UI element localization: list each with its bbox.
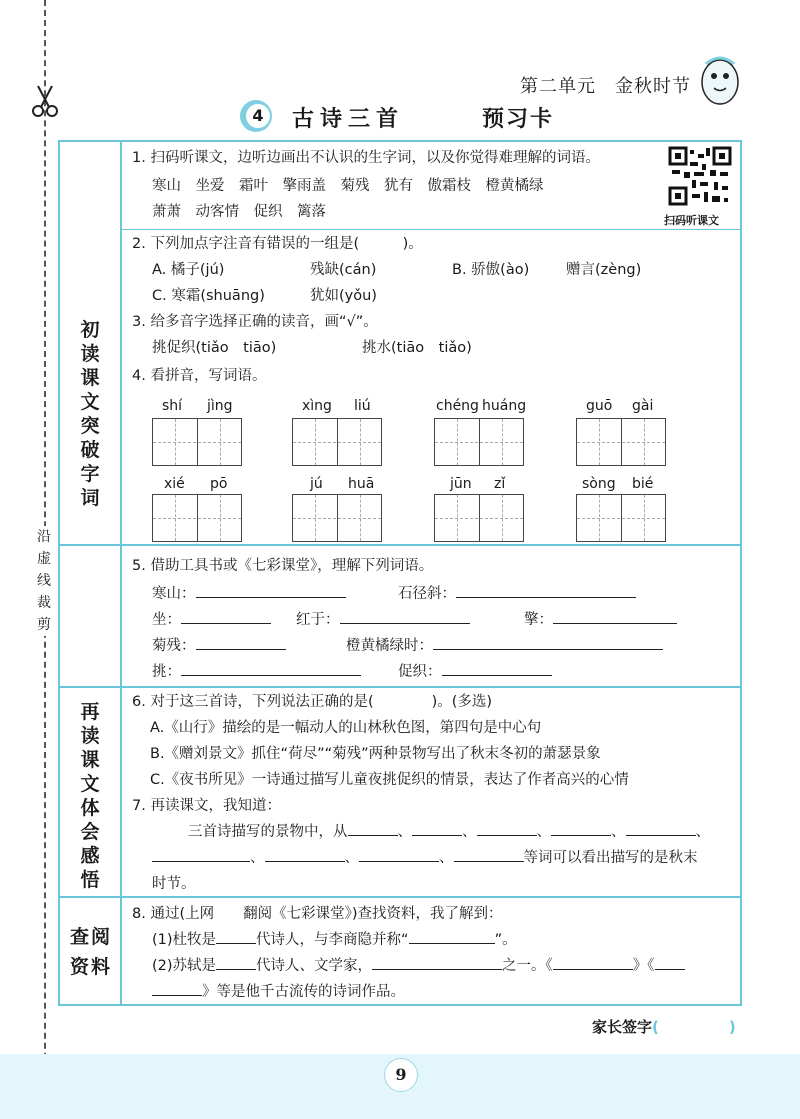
q7-prompt: 7. 再读课文，我知道： <box>132 798 281 814</box>
section-label: 初读课文 突破字词 <box>80 319 123 509</box>
page-title: 古诗三首 <box>292 106 405 132</box>
pinyin: pō <box>210 476 228 492</box>
lesson-number: 4 <box>246 104 270 128</box>
q3-prompt: 3. 给多音字选择正确的读音，画“√”。 <box>132 314 378 330</box>
qr-code <box>668 146 732 206</box>
q2-option-b2: 赠言(zèng) <box>566 262 642 278</box>
q6-option-b: B.《赠刘景文》抓住“荷尽”“菊残”两种景物写出了秋末冬初的萧瑟景象 <box>150 746 601 762</box>
mascot-icon <box>696 48 744 110</box>
q8-item2: (2)苏轼是 代诗人、文学家， 之一。《 》《 <box>152 956 685 976</box>
pinyin: bié <box>632 476 654 492</box>
pinyin: sòng <box>582 476 616 492</box>
q2-option-a1: A. 橘子(jú) <box>152 262 225 278</box>
q5-prompt: 5. 借助工具书或《七彩课堂》，理解下列词语。 <box>132 558 434 574</box>
q8-item2-cont: 》等是他千古流传的诗词作品。 <box>152 982 405 1002</box>
q1-box <box>122 142 740 230</box>
q5-word: 促织： <box>398 662 552 682</box>
page-number: 9 <box>384 1058 418 1092</box>
q5-word: 挑： <box>152 662 361 682</box>
pinyin: huáng <box>482 398 527 414</box>
pinyin: jìng <box>207 398 233 414</box>
section-label-box <box>60 142 122 544</box>
pinyin: guō <box>586 398 613 414</box>
pinyin: gài <box>632 398 654 414</box>
writing-grid[interactable] <box>152 418 242 466</box>
q4-prompt: 4. 看拼音，写词语。 <box>132 368 267 384</box>
card-type: 预习卡 <box>482 107 555 132</box>
section-label-box <box>60 546 122 686</box>
pinyin: xìng <box>302 398 332 414</box>
q2-option-b1: B. 骄傲(ào) <box>452 262 530 278</box>
q7-line3: 时节。 <box>152 876 196 892</box>
section-label: 查阅资料 <box>69 926 112 978</box>
cut-instruction: 沿虚线裁剪 <box>34 526 54 636</box>
pinyin: jú <box>310 476 323 492</box>
q5-word: 擎： <box>524 610 677 630</box>
section-vocab <box>60 546 740 688</box>
writing-grid[interactable] <box>576 418 666 466</box>
q2-option-c2: 犹如(yǒu) <box>310 288 377 304</box>
q2-option-c1: C. 寒霜(shuāng) <box>152 288 265 304</box>
q8-item1: (1)杜牧是 代诗人，与李商隐并称“ ”。 <box>152 932 517 948</box>
writing-grid[interactable] <box>152 494 242 542</box>
section-label-box <box>60 688 122 896</box>
q5-word: 菊残： <box>152 636 286 656</box>
q5-word: 红于： <box>296 610 470 630</box>
q7-line2: 、 、 、 等词可以看出描写的是秋末 <box>152 848 698 868</box>
pinyin: liú <box>354 398 371 414</box>
pinyin: jūn <box>450 476 472 492</box>
writing-grid[interactable] <box>434 494 524 542</box>
unit-title: 第二单元 金秋时节 <box>520 76 691 97</box>
q7-line1: 三首诗描写的景物中，从 、 、 、 、 、 <box>188 824 710 840</box>
writing-grid[interactable] <box>576 494 666 542</box>
q6-option-a: A.《山行》描绘的是一幅动人的山林秋色图，第四句是中心句 <box>150 720 542 736</box>
q5-word: 寒山： <box>152 584 346 604</box>
section-label: 再读课文 体会感悟 <box>80 701 123 891</box>
scissors-icon <box>32 84 58 118</box>
q5-word: 橙黄橘绿时： <box>346 636 663 656</box>
q6-prompt: 6. 对于这三首诗，下列说法正确的是( )。(多选) <box>132 694 493 710</box>
q1-words-line2: 萧萧 动客情 促织 篱落 <box>152 204 326 220</box>
q2-prompt: 2. 下列加点字注音有错误的一组是( )。 <box>132 236 423 252</box>
pinyin: xié <box>164 476 185 492</box>
section-research <box>60 898 740 1004</box>
q5-word: 石径斜： <box>398 584 636 604</box>
section-label-box <box>60 898 122 1004</box>
pinyin: chéng <box>436 398 479 414</box>
pinyin: zǐ <box>494 476 506 492</box>
writing-grid[interactable] <box>434 418 524 466</box>
parent-signature[interactable]: 家长签字( ) <box>592 1018 736 1036</box>
q6-option-c: C.《夜书所见》一诗通过描写儿童夜挑促织的情景，表达了作者高兴的心情 <box>150 772 629 788</box>
q3-option-2: 挑水(tiāo tiǎo) <box>362 340 472 356</box>
qr-caption: 扫码听课文 <box>664 214 719 227</box>
q3-option-1: 挑促织(tiǎo tiāo) <box>152 340 277 356</box>
q8-prompt: 8. 通过(上网 翻阅《七彩课堂》)查找资料，我了解到： <box>132 906 503 922</box>
section-second-reading <box>60 688 740 898</box>
pinyin: huā <box>348 476 375 492</box>
q2-option-a2: 残缺(cán) <box>310 262 377 278</box>
pinyin: shí <box>162 398 183 414</box>
writing-grid[interactable] <box>292 418 382 466</box>
q5-word: 坐： <box>152 610 271 630</box>
q1-prompt: 1. 扫码听课文，边听边画出不认识的生字词，以及你觉得难理解的词语。 <box>132 150 600 166</box>
q1-words-line1: 寒山 坐爱 霜叶 擎雨盖 菊残 犹有 傲霜枝 橙黄橘绿 <box>152 178 544 194</box>
writing-grid[interactable] <box>292 494 382 542</box>
